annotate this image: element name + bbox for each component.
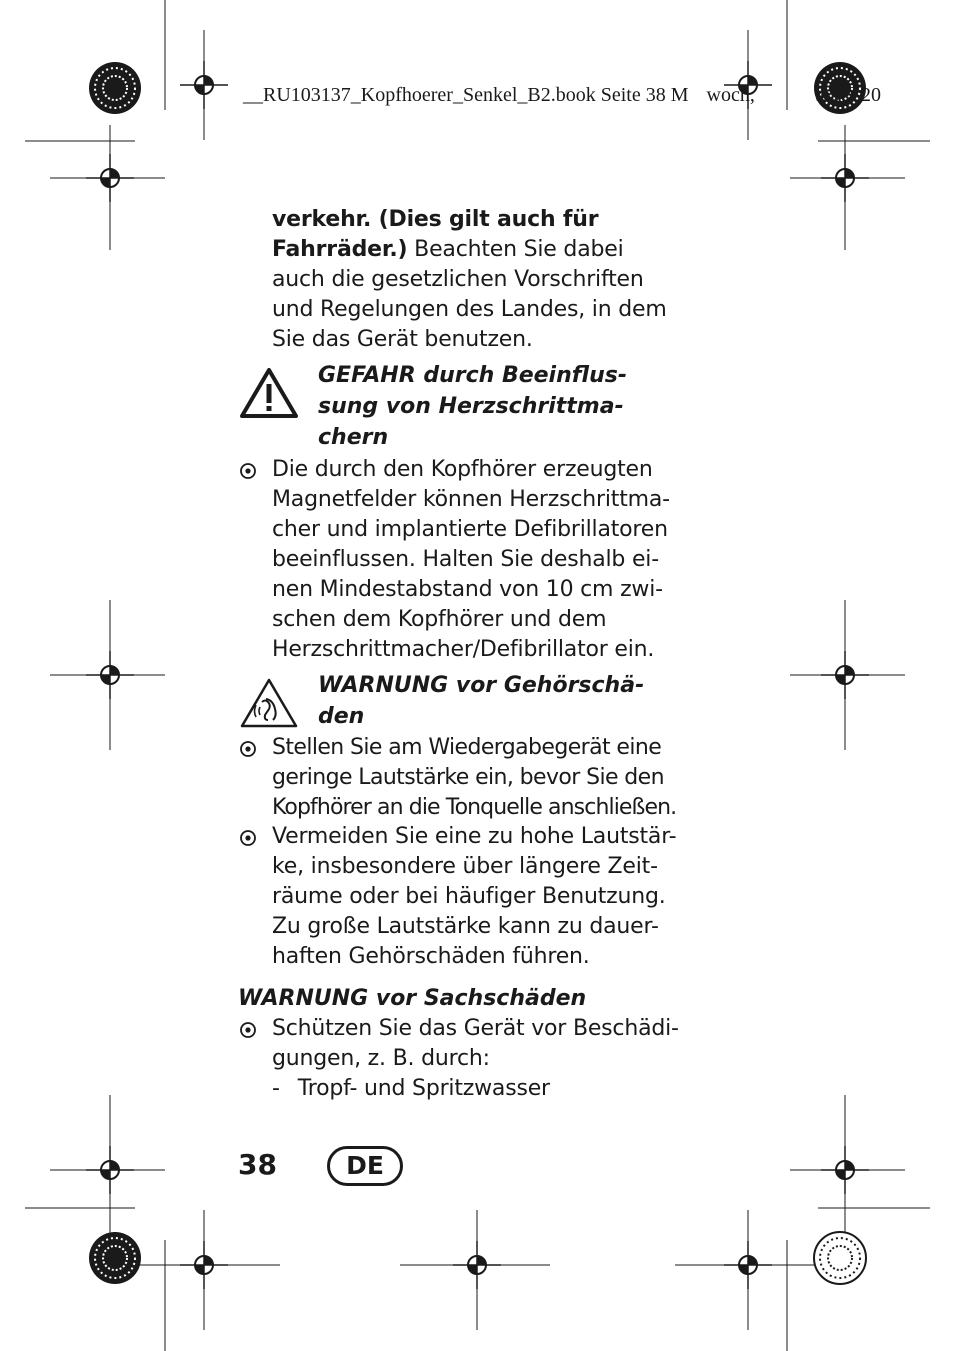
hearing-bullet2-line-5: haften Gehörschäden führen. [272,944,590,969]
sub-item-dash: - [272,1076,280,1101]
sub-item-text: Tropf- und Spritzwasser [297,1076,550,1101]
hearing-bullet1-line-2: geringe Lautstärke ein, bevor Sie den [272,765,664,790]
intro-line-3: auch die gesetzlichen Vorschriften [272,267,644,292]
danger-bullet-line-7: Herzschrittmacher/Defibrillator ein. [272,637,655,662]
danger-bullet-line-2: Magnetfelder können Herzschrittma- [272,487,670,512]
property-heading: WARNUNG vor Sachschäden [238,986,587,1011]
warning-triangle-icon [238,366,300,420]
print-slug-line: __RU103137_Kopfhoerer_Senkel_B2.book Seite 38 M woch, tober 20 [243,84,881,106]
property-sub-item [272,1074,550,1104]
danger-heading-line-2: sung von Herzschrittma- [318,394,624,419]
hearing-heading-line-1: WARNUNG vor Gehörschä- [318,673,645,698]
bullet-icon [239,829,257,847]
page-number: 38 [238,1148,277,1181]
hearing-bullet2-line-1: Vermeiden Sie eine zu hohe Lautstär- [272,824,677,849]
intro-line-1: verkehr. (Dies gilt auch für [272,207,599,232]
bullet-icon [239,740,257,758]
intro-line-5: Sie das Gerät benutzen. [272,327,533,352]
hearing-bullet1-line-1: Stellen Sie am Wiedergabegerät eine [272,735,662,760]
bullet-icon [239,1021,257,1039]
danger-bullet-line-5: nen Mindestabstand von 10 cm zwi- [272,577,663,602]
hearing-bullet1-line-3: Kopfhörer an die Tonquelle anschließen. [272,795,677,820]
intro-line-4: und Regelungen des Landes, in dem [272,297,667,322]
property-bullet-line-2: gungen, z. B. durch: [272,1046,490,1071]
hearing-damage-warning-icon [238,676,300,730]
danger-heading-line-3: chern [318,425,389,450]
hearing-bullet2-line-2: ke, insbesondere über längere Zeit- [272,854,658,879]
bullet-icon [239,462,257,480]
danger-heading-line-1: GEFAHR durch Beeinflus- [318,363,627,388]
property-bullet-line-1: Schützen Sie das Gerät vor Beschädi- [272,1016,679,1041]
danger-bullet-line-6: schen dem Kopfhörer und dem [272,607,607,632]
intro-line-2: Fahrräder.) Beachten Sie dabei [272,237,624,262]
danger-bullet-line-1: Die durch den Kopfhörer erzeugten [272,457,653,482]
hearing-bullet2-line-3: räume oder bei häufiger Benutzung. [272,884,666,909]
danger-bullet-line-3: cher und implantierte Defibrillatoren [272,517,668,542]
hearing-heading-line-2: den [318,704,365,729]
language-badge: DE [327,1146,403,1186]
hearing-bullet2-line-4: Zu große Lautstärke kann zu dauer- [272,914,659,939]
danger-bullet-line-4: beeinflussen. Halten Sie deshalb ei- [272,547,659,572]
